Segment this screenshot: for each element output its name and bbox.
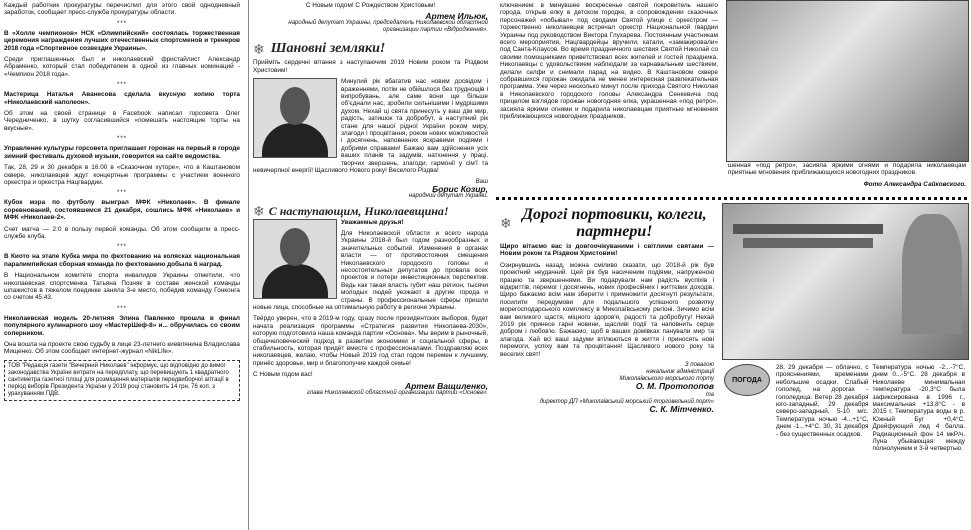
greeting-lead: Прийміть сердечні вітання з наступаючим 2019 Новим роком та Різдвом Христовим! bbox=[253, 59, 488, 74]
signature-line: та bbox=[705, 392, 714, 399]
news-lead: Николаевская модель 20-летняя Элина Павленко прошла в финал популярного кулинарного шоу «МастерШеф-8» и... обручилась со своим соперником. bbox=[4, 314, 240, 337]
card-heading-graphic bbox=[743, 238, 873, 248]
weather-logo bbox=[724, 364, 770, 396]
portrait-photo bbox=[253, 78, 337, 158]
portrait-suit bbox=[262, 264, 328, 299]
legal-notice-box: ТОВ "Редакція газети "Вечерний Николаев" інформує, що відповідно до вимог законодавства України витрати на передплату, що перевищують 1 квадратного сантиметра газетної площі для розміщення матеріалів передвиборчої агітації в період виборів Президента України у 2019 році становить 14 грн. 76 коп. з урахуванням ПДВ. bbox=[4, 360, 240, 401]
weather-details: Температура ночью -2...-7°С, днем 0...-5°С. 28 декабря в Николаеве минимальная температура -20,3°С была зафиксирована в 1996 г., максимальная +13,8°С - в 2015 г. Температура воды в р. Южный Буг +0,4°С. Дрейфующий лед 4 балла. Радиационный фон 14 мкР/ч. Луна убывающая: между полнолунием и 3-й четвертью. bbox=[872, 364, 965, 453]
weather-header bbox=[724, 364, 965, 457]
separator: *** bbox=[116, 136, 127, 143]
signature-block bbox=[253, 13, 488, 34]
festival-article bbox=[496, 0, 722, 178]
news-body: Она вошла на проекте свою судьбу в лице 23-летнего киевлянина Владислава Мищенко. Об этом сообщает интернет-журнал «NikLife». bbox=[4, 341, 240, 356]
greeting-lead: Щиро вітаємо вас із довгоочікуваними і світлими святами — Новим роком та Різдвом Христовим! bbox=[500, 243, 714, 258]
signature-title: глава Николаевской областной организации партии «Основа». bbox=[306, 389, 488, 396]
news-lead: Мастерица Наталья Аванесова сделала вкусную копию торта «Николаевский наполеон». bbox=[4, 91, 240, 106]
photo-caption-wrap bbox=[728, 162, 966, 192]
greetings-column bbox=[248, 0, 492, 530]
snowflake-icon: ❄ bbox=[253, 40, 265, 57]
portrait-suit bbox=[262, 123, 328, 158]
greeting-title: Дорогі портовики, колеги, партнери! bbox=[522, 206, 707, 240]
section-divider bbox=[496, 197, 967, 200]
signature-line: начальник адміністрації bbox=[646, 369, 714, 376]
greeting-line: С Новым годом! С Рождеством Христовым! bbox=[305, 2, 436, 9]
separator: *** bbox=[116, 244, 127, 251]
article-body: ключением: в минувшее воскресенье святой покровитель нашего города, открыв елку в детском городке, в сопровождении сказочных персонажей «побывал» под сводами Святой улице с оркестром — торжественно николаевцев встречал оркестр Национальной гвардии Украины под руководством Виктора Глухарева. Постоянным участникам всего мероприятия, Нацгвардейцы вручили, катали, «замакировали» под Санта-Клаусов. Во время праздничного шествия Святой Николай со своими помощниками приветствовал всех жителей и гостей праздника. Николаевцы с удовольствием наблюдали за карнавальным шествием, делали селфи и снимали парад на видео. В Каштановом сквере собравшихся горожан ожидала не менее интересная развлекательная программа. Уже через несколько минут после прихода Святого Николая в Николаевского городского головы Александра Сенкевича под прицелом взглядов горожан новогодняя елка, украшенная «под ретро», засияла яркими огнями и подарила николаевцам приятные мгновения приближающихся новогодних праздников. bbox=[500, 2, 718, 121]
portrait-head bbox=[280, 87, 310, 125]
card-portrait-graphic bbox=[902, 214, 962, 334]
photo-credit: Фото Александра Сайковского. bbox=[863, 180, 966, 188]
news-lead: Кубок мэра по футболу выиграл МФК «Николаев». В финале соревнований, состоявшемся 21 декабря, сошлись МФК «Николаев» и МФК «Николаев-2». bbox=[4, 199, 240, 222]
news-body: Счет матча — 2:0 в пользу первой команды. Об этом сообщили в пресс-службе клуба. bbox=[4, 225, 240, 240]
weather-logo-text: ПОГОДА bbox=[732, 376, 762, 384]
separator: *** bbox=[116, 82, 127, 89]
weather-forecast: 28, 29 декабря — облачно, с прояснениями, временами небольшие осадки. Слабый гололед, на дорогах - гололедица. Ветер 28 декабря юго-западный, 29 декабря северо-западный, 5-10 м/с. Температура ночью -4...+1°С, днем -1...+4°С. 30, 31 декабря - без существенных осадков. bbox=[776, 364, 869, 438]
greeting-title: С наступающим, Николаевщина! bbox=[268, 203, 449, 218]
weather-columns bbox=[776, 364, 965, 457]
right-section bbox=[496, 0, 971, 530]
holiday-card-image bbox=[722, 203, 969, 360]
news-column-left bbox=[0, 0, 244, 530]
signature-name: Артем Ващиленко, bbox=[404, 380, 488, 391]
signature-line: Миколаївського морського порту bbox=[619, 376, 714, 383]
portrait-photo bbox=[253, 219, 337, 299]
signature-line: З повагою bbox=[684, 362, 714, 369]
signature-name: С. К. Мітченко. bbox=[649, 404, 714, 415]
intro-paragraph: Каждый работник прокуратуры перечислил для этого свой однодневный заработок, сообщает пресс-служба прокуратуры области. bbox=[4, 2, 240, 17]
greeting-closing: С Новым годом вас! bbox=[253, 371, 313, 379]
greeting-body: Озирнувшись назад, можна сміливо сказати, що 2018-й рік був проектний неудачний. Цей рік був насиченим подіями, напруженою працею та звершеннями. Ви подарували нам радість вуспіхів і відкриттів, перемог і досягнень, нових професійних і життєвих доходів. Щиро бажаємо всім нам зберегти і примножити досягнуті результати, посилити передумови для подальшого успішного розвитку морегосподарського комплексу в Миколаївському регіоні. Зичимо всім вам великого щастя, міцного здоров'я, радості та добробуту! Нехай 2019 рік принесе гарні новини, щасливі події та наповнить серце добром і любов'ю. Бажаємо, щоб в ваших домівках панували мир та злагода. Хай всі ваші задуми втілюються в життя і приносять нові перемоги, успіху вам та процвітання! Щасливого нового року та веселих свят! bbox=[500, 261, 714, 358]
signature-title: народный депутат Украины, председатель Николаевской областной организации партии «Відродження». bbox=[288, 20, 488, 34]
separator: *** bbox=[116, 20, 127, 27]
news-body: В Национальном комитете спорта инвалидов Украины отметили, что николаевская спортсменка Татьяна Позняк в составе женской команды шпажистов в тяжелом поединке заняла 3-е место, победив команду Гонконга со счетом 45:43. bbox=[4, 272, 240, 302]
greeting-body-wrap bbox=[253, 78, 488, 174]
signature-block bbox=[253, 380, 488, 397]
news-lead: В «Холле чемпионов» НСК «Олимпийский» состоялась торжественная церемония награждения лучших отечественных спортсменов и тренеров 2018 года «Спортивное созвездие Украины». bbox=[4, 29, 240, 52]
greeting-body-wrap bbox=[253, 219, 488, 312]
greeting-body: Минулий рік вбагатив нас новим досвідом і враженнями, потім не обійшлося без труднощів і випробувань, але саме вони ще більше об'єднали нас, зробили сильнішими і мудрішими духом. Нехай ці свята принесуть у ваш дім мир, радість, затишок та добробут, а наступний рік стане для нашої рідної України роком миру, злагоди і процвітання, роком нових можливостей і досягнень, наповнених яскравими подіями і добрими справами! Бажаю вам здійснення усіх ваших планів та задумів, натхнення у праці, творчих звершень, злагоди, гармонії у сім'ї та невичерпної енергії! Щасливого Нового року! Веселого Різдва! bbox=[253, 78, 488, 175]
card-heading-graphic bbox=[733, 224, 883, 234]
news-body: Среди приглашенных был и николаевский фристайлист Александр Абраменко, который стал победителем в одной из главных номинаций - «Чемпион 2018 года». bbox=[4, 56, 240, 78]
signature-line: директор ДП «Миколаївський морський торговельний порт» bbox=[539, 399, 714, 406]
signature-block bbox=[500, 362, 714, 415]
greeting-title: Шановні земляки! bbox=[270, 41, 386, 57]
news-body: Так, 28, 29 и 30 декабря в 16.00 в «Сказочном хуторе», что в Каштановом сквере, николаевцев ждут концертные программы с участием военного оркестра и оркестра Нацгвардии. bbox=[4, 164, 240, 186]
photo-caption: шенная «под ретро», засияла яркими огнями и подарила николаевцам приятные мгновения приближающихся новогодних праздников. bbox=[728, 162, 966, 177]
greeting-header bbox=[500, 203, 714, 243]
festival-photo bbox=[726, 0, 969, 162]
greeting-intro: Уважаемые друзья! bbox=[341, 218, 404, 226]
snowflake-icon: ❄ bbox=[500, 215, 512, 231]
greeting-header bbox=[253, 204, 488, 219]
snowflake-icon: ❄ bbox=[253, 203, 265, 219]
news-lead: Управление культуры горсовета приглашает горожан на первый в городе зимний фестиваль духовой музыки, говорится на сайте ведомства. bbox=[4, 145, 240, 160]
signature-prefix: Ваш bbox=[475, 178, 488, 185]
port-greeting bbox=[496, 203, 718, 530]
news-body: Об этом на своей странице в Facebook написал горсовета Олег Чередниченко, в шутку согласившийся «помешать настоящие торты на вкусные». bbox=[4, 110, 240, 132]
signature-name: О. М. Протопопов bbox=[635, 381, 714, 392]
signature-block bbox=[253, 179, 488, 200]
weather-block bbox=[722, 362, 967, 530]
signature-name: Артем Ильюк, bbox=[425, 11, 488, 22]
news-lead: В Киото на этапе Кубка мира по фехтованию на колясках национальная паралимпийская сборная команда по фехтованию добыла 6 наград. bbox=[4, 253, 240, 268]
greeting-body: Твёрдо уверен, что в 2019-м году, сразу после президентских выборов, будет начата реализация программы «Стратегия развития Николаева-2030», которую подготовила наша команда партии «Основа». Мы верим в рыночный, общечеловеческий подход в развитии экономики и социальной сферы, в стабильность, которая придёт вместе с профессионалами. Поздравляю всех николаевцев, желаю, чтобы Новый 2019 год стал годом перемен к лучшему, принёс здоровье, мир и благополучие каждой семье! bbox=[253, 315, 488, 367]
greeting-body: Для Николаевской области и всего народа Украины 2018-й был годом разнообразных и значительных событий. Изменения в органах власти — от противостояния смещения Николаевского городского головы и несостоятельных депутатов до провала всех проектов и потери инвестиционных перспектив. Ведь как такая власть губит наш регион, тысячи молодых людей уезжают в другие города и страны. В профессиональные сферы пришли новые лица, способные на оптимальную работу в регионе Украины. bbox=[253, 229, 488, 311]
portrait-head bbox=[280, 228, 310, 266]
signature-title: народний депутат України. bbox=[408, 192, 488, 199]
greeting-header bbox=[253, 38, 488, 59]
separator: *** bbox=[116, 190, 127, 197]
signature-name: Борис Козир, bbox=[432, 183, 488, 194]
separator: *** bbox=[116, 305, 127, 312]
